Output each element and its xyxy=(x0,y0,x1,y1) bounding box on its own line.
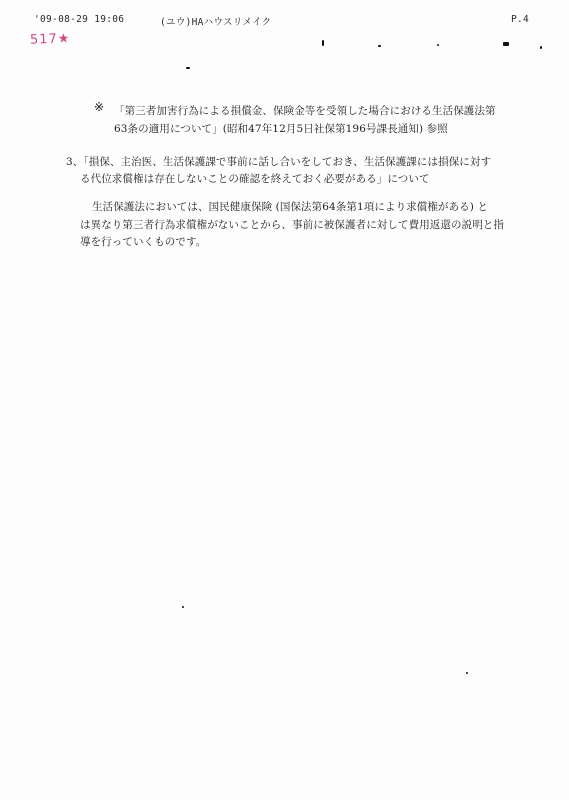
body-paragraph-line-2: は異なり第三者行為求償権がないことから、事前に被保護者に対して費用返還の説明と指 xyxy=(80,219,504,231)
item-3-line-2: る代位求償権は存在しないことの確認を終えておく必要がある」について xyxy=(80,173,430,185)
reference-note-line-2: 63条の適用について」(昭和47年12月5日社保第196号課長通知) 参照 xyxy=(114,123,448,135)
fax-sender: (ユウ)HAハウスリメイク xyxy=(160,17,272,28)
reference-mark: ※ xyxy=(94,100,105,114)
scan-speck xyxy=(182,606,184,608)
handwritten-stamp: 517★ xyxy=(29,31,71,48)
fax-header xyxy=(34,14,529,28)
scan-speck xyxy=(503,42,509,46)
item-3-line-1: 3、「損保、主治医、生活保護課で事前に話し合いをしておき、生活保護課には損保に対す xyxy=(66,156,492,168)
body-paragraph-line-3: 導を行っていくものです。 xyxy=(80,236,207,248)
scan-speck xyxy=(378,45,381,47)
reference-note-line-1: 「第三者加害行為による損償金、保険金等を受領した場合における生活保護法第 xyxy=(114,105,496,117)
scan-speck xyxy=(466,672,468,674)
scan-speck xyxy=(540,46,542,49)
scan-speck xyxy=(437,44,439,46)
scan-speck xyxy=(322,40,324,46)
fax-timestamp: '09-08-29 19:06 xyxy=(34,14,125,25)
body-paragraph-line-1: 生活保護法においては、国民健康保険 (国保法第64条第1項により求償権がある) と xyxy=(92,201,489,213)
scan-speck xyxy=(186,67,190,69)
fax-page-number: P.4 xyxy=(510,14,529,25)
